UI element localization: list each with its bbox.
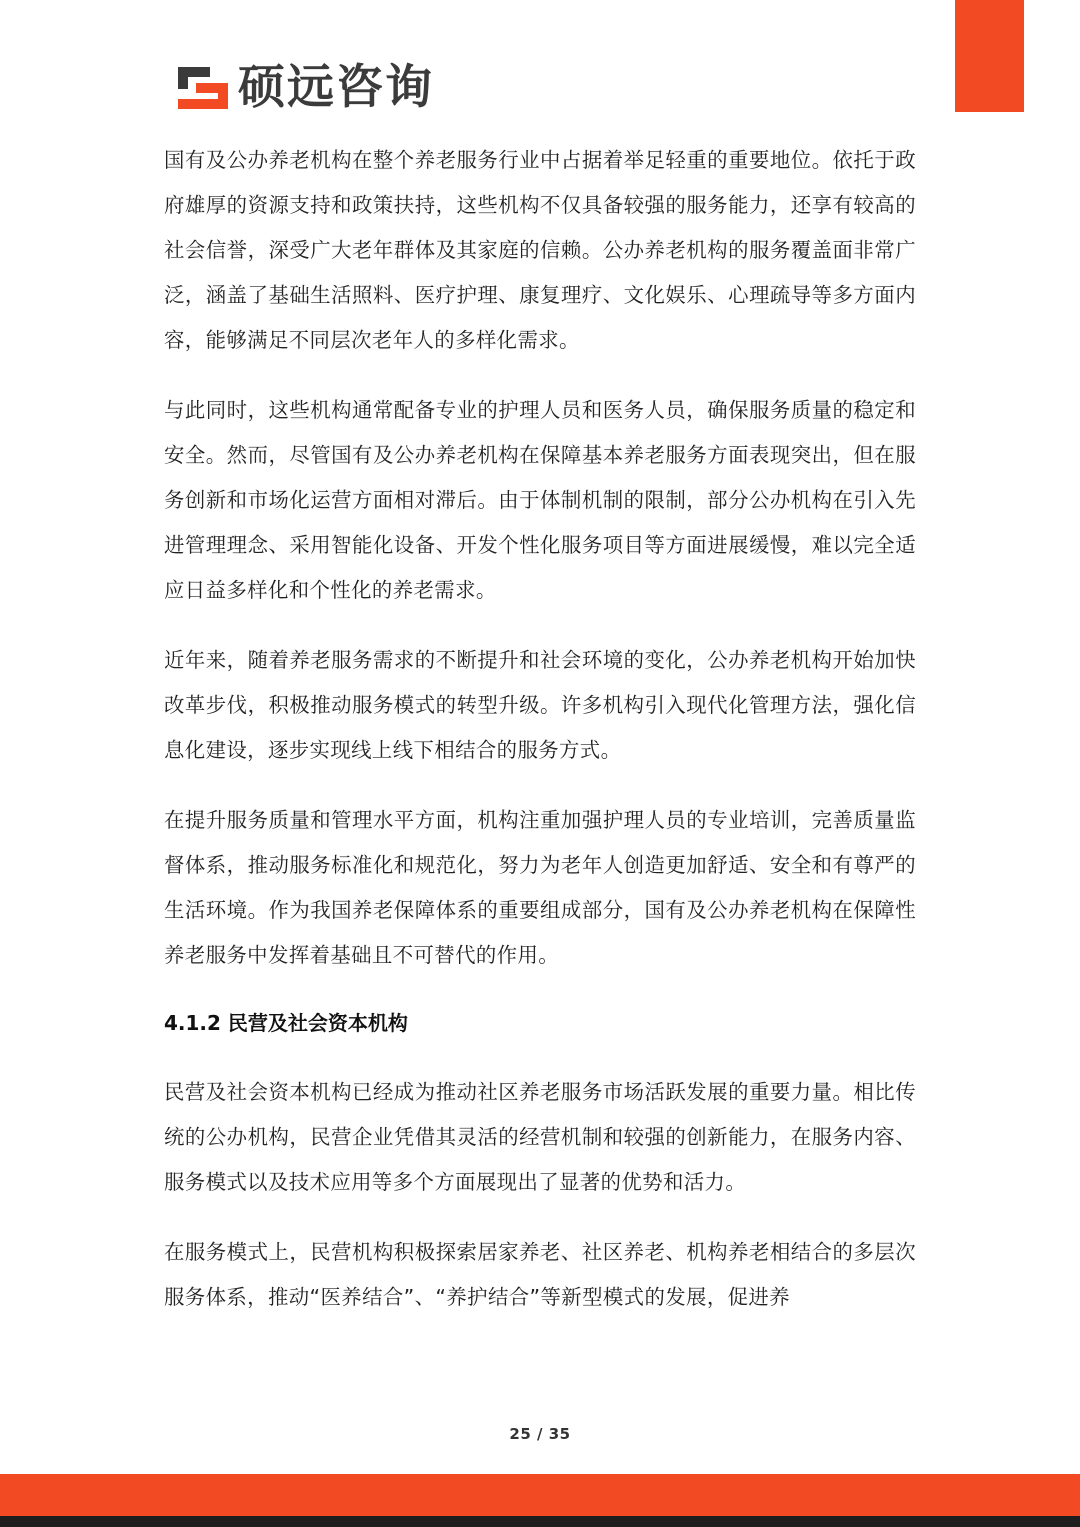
paragraph-4: 在提升服务质量和管理水平方面，机构注重加强护理人员的专业培训，完善质量监督体系，推动服务标准化和规范化，努力为老年人创造更加舒适、安全和有尊严的生活环境。作为我国养老保障体系的重要组成部分，国有及公办养老机构在保障性养老服务中发挥着基础且不可替代的作用。 xyxy=(164,808,916,967)
main-content xyxy=(164,138,916,1345)
paragraph-2: 与此同时，这些机构通常配备专业的护理人员和医务人员，确保服务质量的稳定和安全。然而，尽管国有及公办养老机构在保障基本养老服务方面表现突出，但在服务创新和市场化运营方面相对滞后。由于体制机制的限制，部分公办机构在引入先进管理理念、采用智能化设备、开发个性化服务项目等方面进展缓慢，难以完全适应日益多样化和个性化的养老需求。 xyxy=(164,398,916,602)
logo-mark-icon xyxy=(176,65,230,111)
footer-accent-bar xyxy=(0,1474,1080,1516)
page-number: 25 / 35 xyxy=(509,1425,571,1443)
footer-dark-strip xyxy=(0,1516,1080,1527)
paragraph-6: 在服务模式上，民营机构积极探索居家养老、社区养老、机构养老相结合的多层次服务体系，推动“医养结合”、“养护结合”等新型模式的发展，促进养 xyxy=(164,1240,916,1309)
section-heading: 4.1.2 民营及社会资本机构 xyxy=(164,1011,408,1035)
corner-accent-block xyxy=(955,0,1024,112)
paragraph-5: 民营及社会资本机构已经成为推动社区养老服务市场活跃发展的重要力量。相比传统的公办机构，民营企业凭借其灵活的经营机制和较强的创新能力，在服务内容、服务模式以及技术应用等多个方面展现出了显著的优势和活力。 xyxy=(164,1080,916,1194)
paragraph-1: 国有及公办养老机构在整个养老服务行业中占据着举足轻重的重要地位。依托于政府雄厚的资源支持和政策扶持，这些机构不仅具备较强的服务能力，还享有较高的社会信誉，深受广大老年群体及其家庭的信赖。公办养老机构的服务覆盖面非常广泛，涵盖了基础生活照料、医疗护理、康复理疗、文化娱乐、心理疏导等多方面内容，能够满足不同层次老年人的多样化需求。 xyxy=(164,148,916,352)
company-logo xyxy=(176,62,434,114)
logo-text: 硕远咨询 xyxy=(238,60,434,115)
paragraph-3: 近年来，随着养老服务需求的不断提升和社会环境的变化，公办养老机构开始加快改革步伐，积极推动服务模式的转型升级。许多机构引入现代化管理方法，强化信息化建设，逐步实现线上线下相结合的服务方式。 xyxy=(164,648,916,762)
